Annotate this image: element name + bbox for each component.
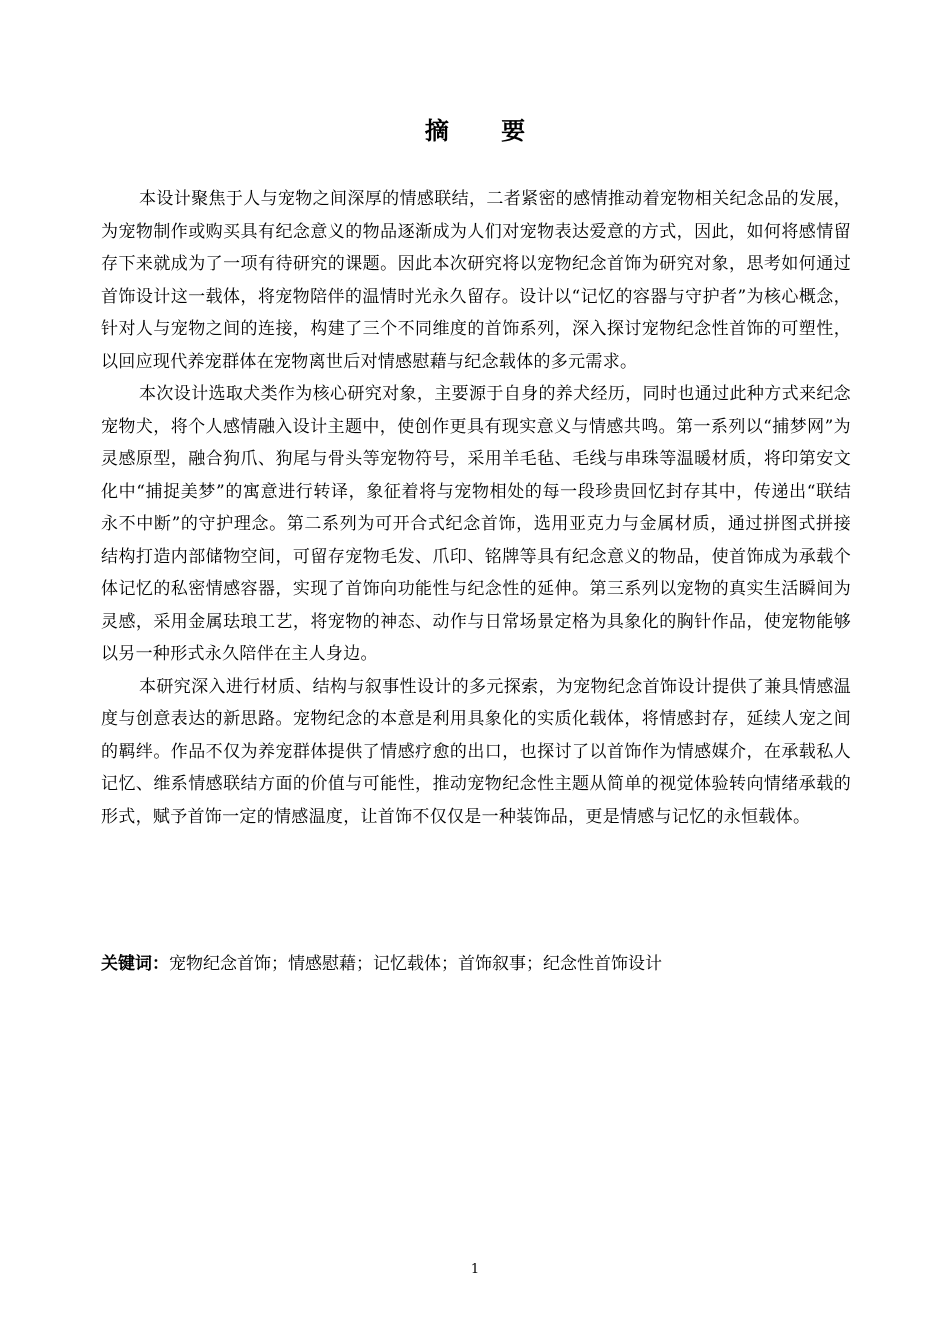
keywords-label: 关键词： [101,954,169,974]
page-number: 1 [470,1262,480,1277]
abstract-paragraph-3: 本研究深入进行材质、结构与叙事性设计的多元探索，为宠物纪念首饰设计提供了兼具情感温度与创意表达的新思路。宠物纪念的本意是利用具象化的实质化载体，将情感封存，延续人宠之间的羁绊。作品不仅为养宠群体提供了情感疗愈的出口，也探讨了以首饰作为情感媒介，在承载私人记忆、维系情感联结方面的价值与可能性，推动宠物纪念性主题从简单的视觉体验转向情绪承载的形式，赋予首饰一定的情感温度，让首饰不仅仅是一种装饰品，更是情感与记忆的永恒载体。 [101,676,851,827]
abstract-title: 摘 要 [424,117,548,145]
abstract-paragraph-1: 本设计聚焦于人与宠物之间深厚的情感联结，二者紧密的感情推动着宠物相关纪念品的发展，为宠物制作或购买具有纪念意义的物品逐渐成为人们对宠物表达爱意的方式，因此，如何将感情留存下来就成为了一项有待研究的课题。因此本次研究将以宠物纪念首饰为研究对象，思考如何通过首饰设计这一载体，将宠物陪伴的温情时光永久留存。设计以“记忆的容器与守护者”为核心概念，针对人与宠物之间的连接，构建了三个不同维度的首饰系列，深入探讨宠物纪念性首饰的可塑性，以回应现代养宠群体在宠物离世后对情感慰藉与纪念载体的多元需求。 [101,189,851,372]
keywords-line [101,950,861,978]
abstract-body [101,183,851,833]
keywords-text: 宠物纪念首饰；情感慰藉；记忆载体；首饰叙事；纪念性首饰设计 [169,954,662,974]
abstract-paragraph-2: 本次设计选取犬类作为核心研究对象，主要源于自身的养犬经历，同时也通过此种方式来纪念宠物犬，将个人感情融入设计主题中，使创作更具有现实意义与情感共鸣。第一系列以“捕梦网”为灵感原型，融合狗爪、狗尾与骨头等宠物符号，采用羊毛毡、毛线与串珠等温暖材质，将印第安文化中“捕捉美梦”的寓意进行转译，象征着将与宠物相处的每一段珍贵回忆封存其中，传递出“联结永不中断”的守护理念。第二系列为可开合式纪念首饰，选用亚克力与金属材质，通过拼图式拼接结构打造内部储物空间，可留存宠物毛发、爪印、铭牌等具有纪念意义的物品，使首饰成为承载个体记忆的私密情感容器，实现了首饰向功能性与纪念性的延伸。第三系列以宠物的真实生活瞬间为灵感，采用金属珐琅工艺，将宠物的神态、动作与日常场景定格为具象化的胸针作品，使宠物能够以另一种形式永久陪伴在主人身边。 [101,384,851,664]
